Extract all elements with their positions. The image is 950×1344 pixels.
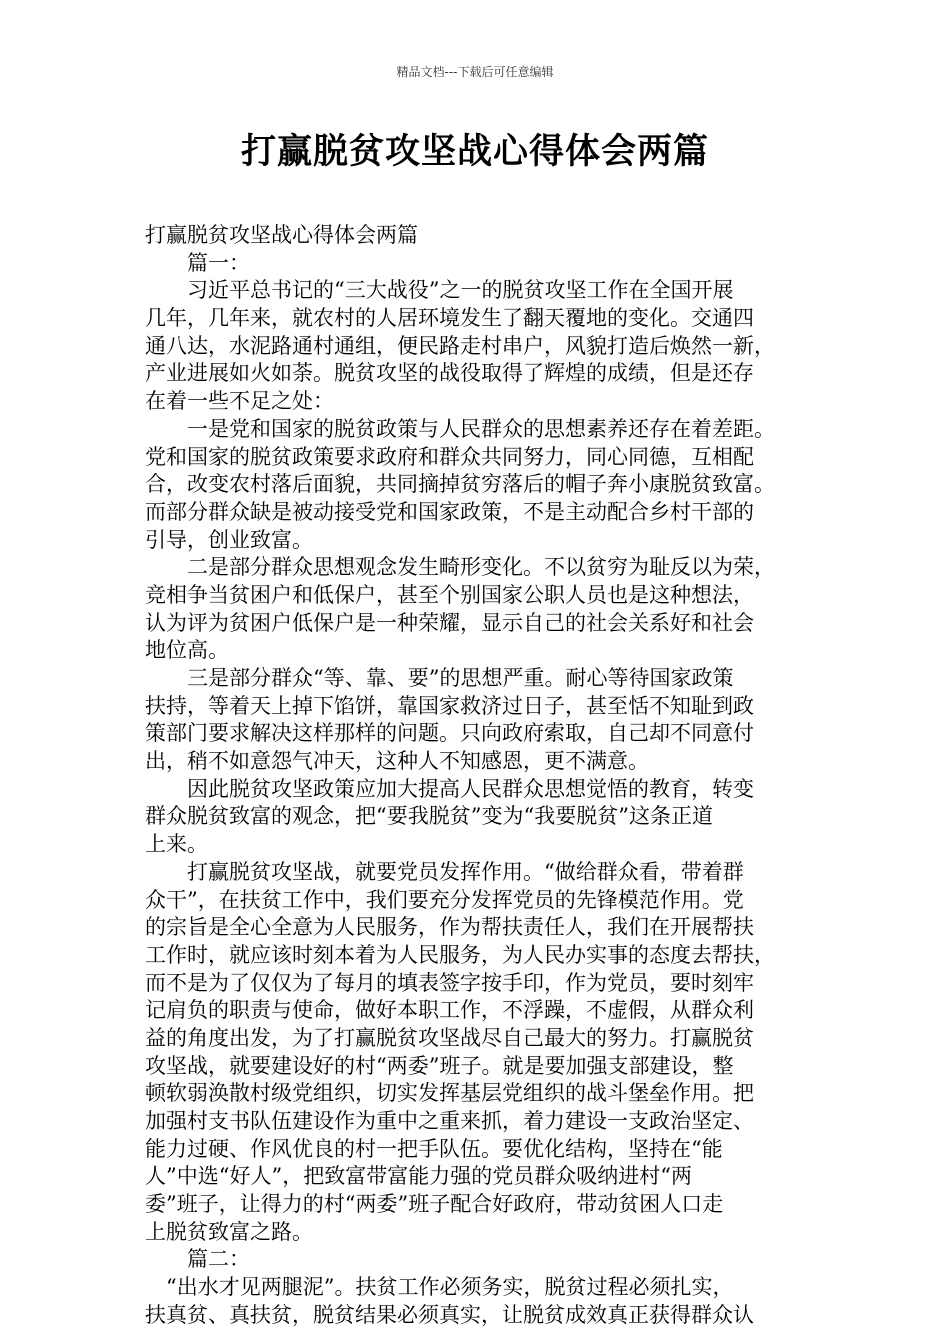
text-line: 加强村支书队伍建设作为重中之重来抓，着力建设一支政治坚定、 (145, 1109, 754, 1133)
text-line: 几年，几年来，就农村的人居环境发生了翻天覆地的变化。交通四 (145, 306, 754, 331)
text-line: 上脱贫致富之路。 (145, 1219, 313, 1244)
text-line: 打赢脱贫攻坚战心得体会两篇 (145, 223, 418, 247)
text-line: 扶真贫、真扶贫，脱贫结果必须真实，让脱贫成效真正获得群众认 (145, 1302, 754, 1327)
text-line: 三是部分群众“等、靠、要”的思想严重。耐心等待国家政策 (187, 666, 734, 690)
text-line: 攻坚战，就要建设好的村“两委”班子。就是要加强支部建设，整 (145, 1053, 734, 1078)
text-line: 习近平总书记的“三大战役”之一的脱贫攻坚工作在全国开展 (187, 278, 734, 303)
text-line: 记肩负的职责与使命，做好本职工作，不浮躁，不虚假，从群众利 (145, 998, 754, 1023)
text-line: 在着一些不足之处： (145, 389, 334, 414)
document-body (145, 222, 817, 1330)
text-line: 益的角度出发，为了打赢脱贫攻坚战尽自己最大的努力。打赢脱贫 (145, 1025, 754, 1050)
text-line: 引导，创业致富。 (145, 527, 313, 552)
text-line: 一是党和国家的脱贫政策与人民群众的思想素养还存在着差距。 (187, 416, 775, 441)
text-line: 上来。 (145, 832, 208, 857)
text-line: 而部分群众缺是被动接受党和国家政策，不是主动配合乡村干部的 (145, 499, 754, 524)
text-line: 人”中选“好人”，把致富带富能力强的党员群众吸纳进村“两 (145, 1164, 692, 1189)
text-line: “出水才见两腿泥”。扶贫工作必须务实，脱贫过程必须扎实， (166, 1275, 734, 1300)
text-line: 篇一： (187, 250, 250, 275)
text-line: 党和国家的脱贫政策要求政府和群众共同努力，同心同德，互相配 (145, 444, 754, 469)
text-line: 工作时，就应该时刻本着为人民服务，为人民办实事的态度去帮扶， (145, 942, 775, 967)
text-line: 因此脱贫攻坚政策应加大提高人民群众思想觉悟的教育，转变 (187, 776, 754, 801)
text-line: 策部门要求解决这样那样的问题。只向政府索取，自己却不同意付 (145, 721, 754, 746)
text-line: 产业进展如火如荼。脱贫攻坚的战役取得了辉煌的成绩，但是还存 (145, 361, 754, 386)
text-line: 二是部分群众思想观念发生畸形变化。不以贫穷为耻反以为荣， (187, 555, 775, 580)
text-line: 认为评为贫困户低保户是一种荣耀，显示自己的社会关系好和社会 (145, 610, 754, 635)
text-line: 众干”，在扶贫工作中，我们要充分发挥党员的先锋模范作用。党 (145, 887, 744, 912)
text-line: 委”班子，让得力的村“两委”班子配合好政府，带动贫困人口走 (145, 1192, 724, 1217)
text-line: 打赢脱贫攻坚战，就要党员发挥作用。“做给群众看，带着群 (187, 859, 744, 884)
text-line: 而不是为了仅仅为了每月的填表签字按手印，作为党员，要时刻牢 (145, 970, 754, 995)
text-line: 的宗旨是全心全意为人民服务，作为帮扶责任人，我们在开展帮扶 (145, 915, 754, 940)
text-line: 顿软弱涣散村级党组织，切实发挥基层党组织的战斗堡垒作用。把 (145, 1081, 754, 1106)
text-line: 地位高。 (145, 638, 229, 663)
text-line: 合，改变农村落后面貌，共同摘掉贫穷落后的帽子奔小康脱贫致富。 (145, 472, 775, 497)
text-line: 扶持，等着天上掉下馅饼，靠国家救济过日子，甚至恬不知耻到政 (145, 693, 754, 718)
document-title: 打赢脱贫攻坚战心得体会两篇 (240, 132, 709, 172)
header-note: 精品文档---下载后可任意编辑 (396, 65, 554, 79)
text-line: 篇二： (187, 1247, 250, 1272)
text-line: 群众脱贫致富的观念，把“要我脱贫”变为“我要脱贫”这条正道 (145, 804, 713, 829)
text-line: 出，稍不如意怨气冲天，这种人不知感恩，更不满意。 (145, 749, 649, 774)
text-line: 竞相争当贫困户和低保户，甚至个别国家公职人员也是这种想法， (145, 582, 754, 607)
text-line: 通八达，水泥路通村通组，便民路走村串户，风貌打造后焕然一新， (145, 333, 775, 358)
text-line: 能力过硬、作风优良的村一把手队伍。要优化结构，坚持在“能 (145, 1136, 723, 1161)
